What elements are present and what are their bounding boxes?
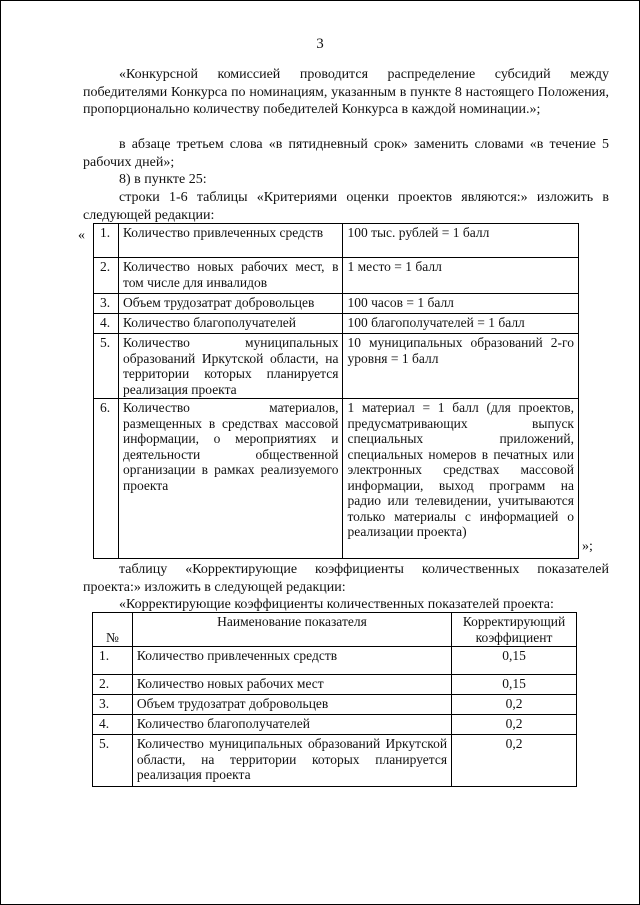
criteria-score: 100 часов = 1 балл <box>343 294 579 314</box>
criteria-num: 2. <box>94 258 119 294</box>
quote-open: « <box>78 228 85 243</box>
criteria-name: Количество муниципальных образований Иркутской области, на территории которых планируется реализация проекта <box>118 334 342 399</box>
table-row <box>93 715 577 735</box>
criteria-name: Объем трудозатрат добровольцев <box>118 294 342 314</box>
coef-name: Количество привлеченных средств <box>132 647 451 675</box>
paragraph-1: «Конкурсной комиссией проводится распределение субсидий между победителями Конкурса по номинациям, указанным в пункте 8 настоящего Положения, пропорционально количеству победителей Конкурса в каждой номинации.»; <box>83 67 609 117</box>
criteria-score: 1 место = 1 балл <box>343 258 579 294</box>
quote-close: »; <box>582 539 593 554</box>
coef-num: 2. <box>93 675 133 695</box>
header-coef: Корректирующий коэффициент <box>452 613 577 647</box>
criteria-name: Количество материалов, размещенных в средствах массовой информации, о мероприятиях и деятельности общественной организации в рамках реализуемого проекта <box>118 399 342 559</box>
criteria-num: 6. <box>94 399 119 559</box>
header-num: № <box>93 613 133 647</box>
criteria-score: 100 тыс. рублей = 1 балл <box>343 224 579 258</box>
coef-name: Количество новых рабочих мест <box>132 675 451 695</box>
criteria-table <box>93 223 579 559</box>
coef-value: 0,2 <box>452 715 577 735</box>
table-row <box>94 224 579 258</box>
coef-num: 1. <box>93 647 133 675</box>
paragraph-3: 8) в пункте 25: <box>119 172 207 187</box>
paragraph-2: в абзаце третьем слова «в пятидневный срок» заменить словами «в течение 5 рабочих дней»; <box>83 137 609 170</box>
criteria-score: 100 благополучателей = 1 балл <box>343 314 579 334</box>
coef-value: 0,15 <box>452 647 577 675</box>
coef-value: 0,2 <box>452 735 577 787</box>
page-number: 3 <box>316 36 324 52</box>
table-row <box>94 399 579 559</box>
table-row <box>93 695 577 715</box>
coef-name: Объем трудозатрат добровольцев <box>132 695 451 715</box>
coef-name: Количество благополучателей <box>132 715 451 735</box>
criteria-score: 1 материал = 1 балл (для проектов, предусматривающих выпуск специальных приложений, специальных номеров в печатных или электронных средствах массовой информации, выход программ на радио или телевидении, учитываются только материалы с информацией о реализации проекта) <box>343 399 579 559</box>
criteria-name: Количество благополучателей <box>118 314 342 334</box>
table-row <box>93 647 577 675</box>
criteria-name: Количество привлеченных средств <box>118 224 342 258</box>
coef-value: 0,15 <box>452 675 577 695</box>
paragraph-5: таблицу «Корректирующие коэффициенты количественных показателей проекта:» изложить в следующей редакции: <box>83 562 609 595</box>
criteria-num: 4. <box>94 314 119 334</box>
table-header-row <box>93 613 577 647</box>
table-row <box>94 314 579 334</box>
table-row <box>94 334 579 399</box>
criteria-num: 1. <box>94 224 119 258</box>
table-row <box>94 294 579 314</box>
table-row <box>93 675 577 695</box>
coef-value: 0,2 <box>452 695 577 715</box>
header-name: Наименование показателя <box>132 613 451 647</box>
table-row <box>94 258 579 294</box>
criteria-num: 3. <box>94 294 119 314</box>
paragraph-4: строки 1-6 таблицы «Критериями оценки проектов являются:» изложить в следующей редакции: <box>83 190 609 223</box>
coef-name: Количество муниципальных образований Иркутской области, на территории которых планируется реализация проекта <box>132 735 451 787</box>
table-row <box>93 735 577 787</box>
criteria-num: 5. <box>94 334 119 399</box>
criteria-score: 10 муниципальных образований 2-го уровня = 1 балл <box>343 334 579 399</box>
coef-num: 3. <box>93 695 133 715</box>
paragraph-6: «Корректирующие коэффициенты количественных показателей проекта: <box>119 597 554 612</box>
coef-num: 5. <box>93 735 133 787</box>
coef-num: 4. <box>93 715 133 735</box>
coefficients-table <box>92 612 577 787</box>
criteria-name: Количество новых рабочих мест, в том числе для инвалидов <box>118 258 342 294</box>
